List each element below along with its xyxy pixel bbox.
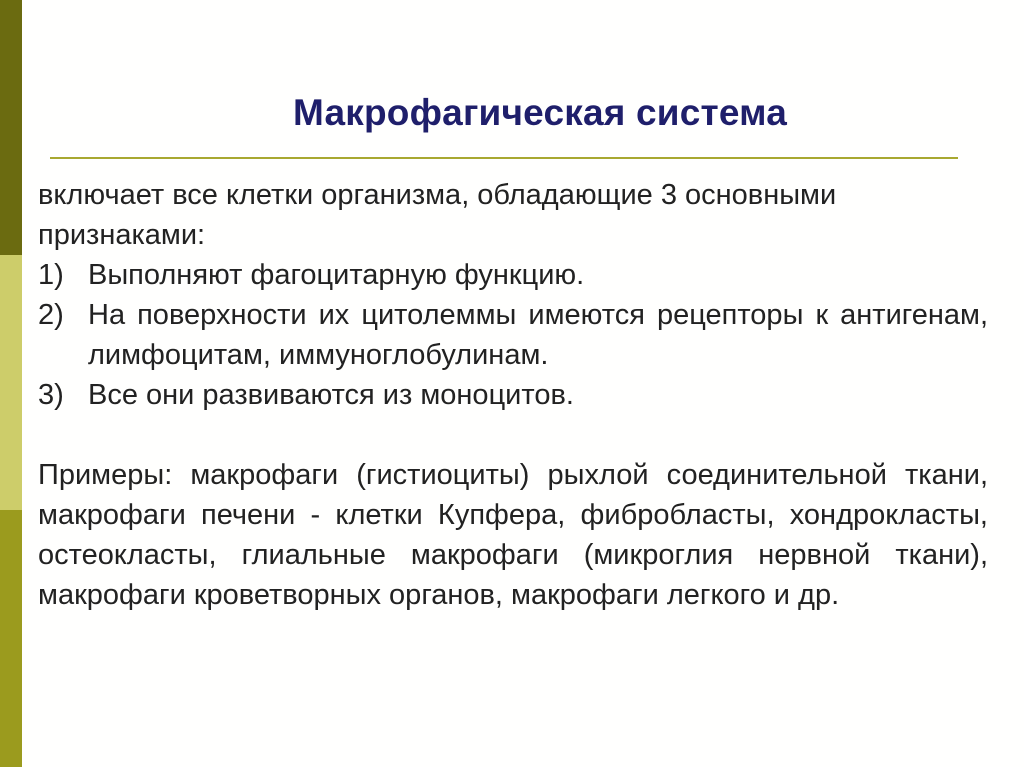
- list-item: [38, 255, 988, 295]
- list-item-text: Все они развиваются из моноцитов.: [88, 379, 574, 411]
- band-segment-bottom: [0, 510, 22, 767]
- title-underline: [50, 157, 958, 159]
- list-item: [38, 295, 988, 375]
- paragraph-spacer: [38, 415, 988, 455]
- list-item-text: Выполняют фагоцитарную функцию.: [88, 259, 585, 291]
- intro-text: включает все клетки организма, обладающие 3 основными признаками:: [38, 179, 837, 251]
- band-segment-middle: [0, 255, 22, 510]
- band-segment-top: [0, 0, 22, 255]
- left-decorative-band: [0, 0, 22, 767]
- criteria-list: [38, 255, 988, 415]
- examples-text: Примеры: макрофаги (гистиоциты) рыхлой соединительной ткани, макрофаги печени - клетки Купфера, фибробласты, хондрокласты, остеокласты, глиальные макрофаги (микроглия нервной ткани), макрофаги кроветворных органов, макрофаги легкого и др.: [38, 459, 988, 611]
- list-item: [38, 375, 988, 415]
- slide-title: Макрофагическая система: [293, 92, 787, 133]
- list-item-number: 1): [38, 259, 64, 291]
- list-item-number: 2): [38, 299, 64, 331]
- list-item-number: 3): [38, 379, 64, 411]
- list-item-text: На поверхности их цитолеммы имеются рецепторы к антигенам, лимфоцитам, иммуноглобулинам.: [88, 299, 988, 371]
- slide-body: [38, 175, 988, 615]
